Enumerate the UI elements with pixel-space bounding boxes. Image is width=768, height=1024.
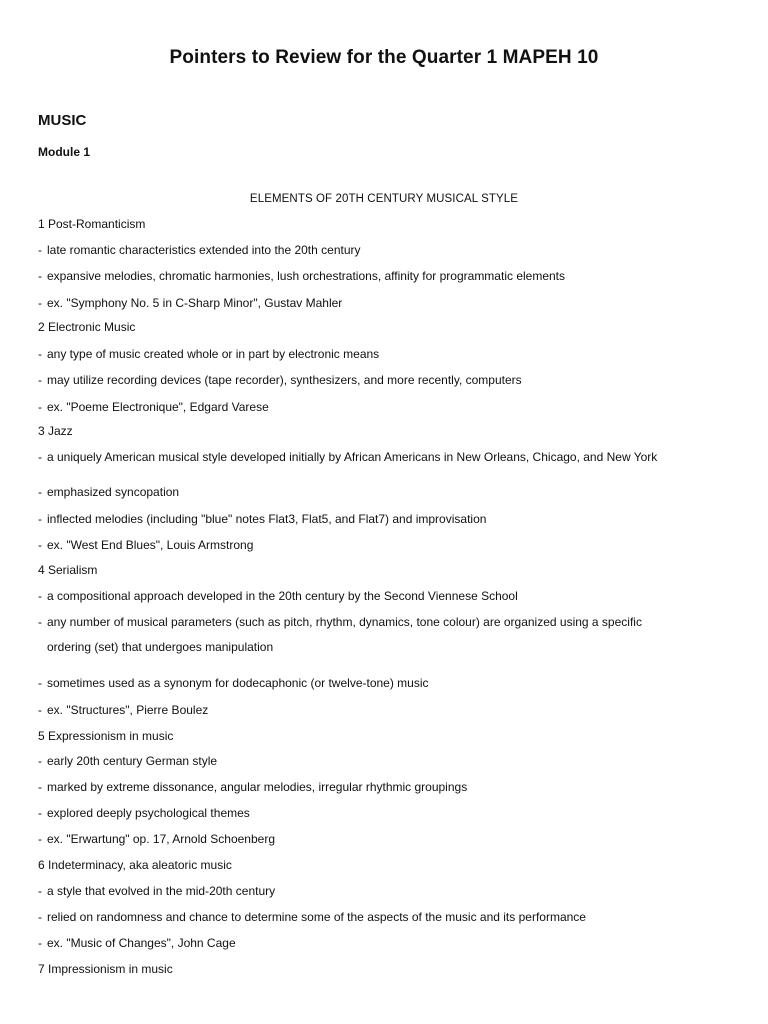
bullet-item bbox=[38, 538, 253, 552]
bullet-dash: - bbox=[38, 243, 42, 257]
bullet-item bbox=[38, 243, 361, 257]
bullet-text: any type of music created whole or in part by electronic means bbox=[47, 347, 380, 361]
bullet-text: may utilize recording devices (tape recorder), synthesizers, and more recently, computers bbox=[47, 373, 522, 387]
bullet-item bbox=[38, 676, 429, 690]
bullet-dash: - bbox=[38, 485, 42, 499]
bullet-dash: - bbox=[38, 589, 42, 603]
style-heading: 2 Electronic Music bbox=[38, 320, 136, 334]
bullet-dash: - bbox=[38, 910, 42, 924]
bullet-text: ex. "Music of Changes", John Cage bbox=[47, 936, 236, 950]
style-heading: 3 Jazz bbox=[38, 424, 73, 438]
bullet-text: expansive melodies, chromatic harmonies, lush orchestrations, affinity for programmatic elements bbox=[47, 269, 566, 283]
bullet-continuation: ordering (set) that undergoes manipulation bbox=[47, 640, 274, 654]
style-heading: 6 Indeterminacy, aka aleatoric music bbox=[38, 858, 232, 872]
bullet-text: relied on randomness and chance to determine some of the aspects of the music and its performance bbox=[47, 910, 586, 924]
bullet-text: ex. "Erwartung" op. 17, Arnold Schoenberg bbox=[47, 832, 275, 846]
bullet-item bbox=[38, 450, 657, 464]
bullet-text: ex. "Poeme Electronique", Edgard Varese bbox=[47, 400, 269, 414]
bullet-dash: - bbox=[38, 347, 42, 361]
bullet-text: ex. "West End Blues", Louis Armstrong bbox=[47, 538, 254, 552]
bullet-dash: - bbox=[38, 269, 42, 283]
bullet-item bbox=[38, 703, 208, 717]
bullet-item bbox=[38, 910, 586, 924]
bullet-item bbox=[38, 884, 275, 898]
bullet-text: a style that evolved in the mid-20th century bbox=[47, 884, 276, 898]
module-label: Module 1 bbox=[38, 145, 91, 159]
topic-title: ELEMENTS OF 20TH CENTURY MUSICAL STYLE bbox=[249, 193, 519, 205]
document-title: Pointers to Review for the Quarter 1 MAPEH 10 bbox=[169, 47, 599, 68]
style-heading: 4 Serialism bbox=[38, 563, 98, 577]
bullet-dash: - bbox=[38, 754, 42, 768]
bullet-dash: - bbox=[38, 296, 42, 310]
bullet-dash: - bbox=[38, 373, 42, 387]
bullet-item bbox=[38, 780, 467, 794]
bullet-dash: - bbox=[38, 936, 42, 950]
bullet-text: ex. "Structures", Pierre Boulez bbox=[47, 703, 209, 717]
bullet-item bbox=[38, 373, 522, 387]
bullet-dash: - bbox=[38, 832, 42, 846]
bullet-item bbox=[38, 296, 342, 310]
bullet-item bbox=[38, 832, 275, 846]
bullet-text: emphasized syncopation bbox=[47, 485, 180, 499]
bullet-item bbox=[38, 936, 236, 950]
bullet-item bbox=[38, 347, 379, 361]
bullet-dash: - bbox=[38, 450, 42, 464]
style-heading: 7 Impressionism in music bbox=[38, 962, 173, 976]
bullet-dash: - bbox=[38, 806, 42, 820]
bullet-dash: - bbox=[38, 780, 42, 794]
section-heading: MUSIC bbox=[38, 112, 87, 129]
bullet-text: a compositional approach developed in the 20th century by the Second Viennese School bbox=[47, 589, 518, 603]
style-heading: 5 Expressionism in music bbox=[38, 729, 174, 743]
bullet-text: sometimes used as a synonym for dodecaphonic (or twelve-tone) music bbox=[47, 676, 429, 690]
bullet-dash: - bbox=[38, 884, 42, 898]
bullet-item bbox=[38, 512, 486, 526]
bullet-dash: - bbox=[38, 676, 42, 690]
bullet-dash: - bbox=[38, 615, 42, 629]
bullet-dash: - bbox=[38, 538, 42, 552]
bullet-item bbox=[38, 754, 217, 768]
bullet-text: explored deeply psychological themes bbox=[47, 806, 250, 820]
bullet-dash: - bbox=[38, 703, 42, 717]
bullet-item bbox=[38, 485, 179, 499]
bullet-text: a uniquely American musical style developed initially by African Americans in New Orleans, Chicago, and New York bbox=[47, 450, 658, 464]
bullet-dash: - bbox=[38, 400, 42, 414]
bullet-item bbox=[38, 269, 565, 283]
bullet-dash: - bbox=[38, 512, 42, 526]
bullet-item bbox=[38, 806, 250, 820]
bullet-text: marked by extreme dissonance, angular melodies, irregular rhythmic groupings bbox=[47, 780, 468, 794]
bullet-text: inflected melodies (including "blue" notes Flat3, Flat5, and Flat7) and improvisation bbox=[47, 512, 487, 526]
bullet-item bbox=[38, 400, 269, 414]
bullet-item bbox=[38, 589, 518, 603]
bullet-text: any number of musical parameters (such as pitch, rhythm, dynamics, tone colour) are organized using a specific bbox=[47, 615, 642, 629]
bullet-text: early 20th century German style bbox=[47, 754, 218, 768]
bullet-item bbox=[38, 615, 642, 629]
style-heading: 1 Post-Romanticism bbox=[38, 217, 146, 231]
bullet-text: late romantic characteristics extended into the 20th century bbox=[47, 243, 361, 257]
bullet-text: ex. "Symphony No. 5 in C-Sharp Minor", Gustav Mahler bbox=[47, 296, 343, 310]
